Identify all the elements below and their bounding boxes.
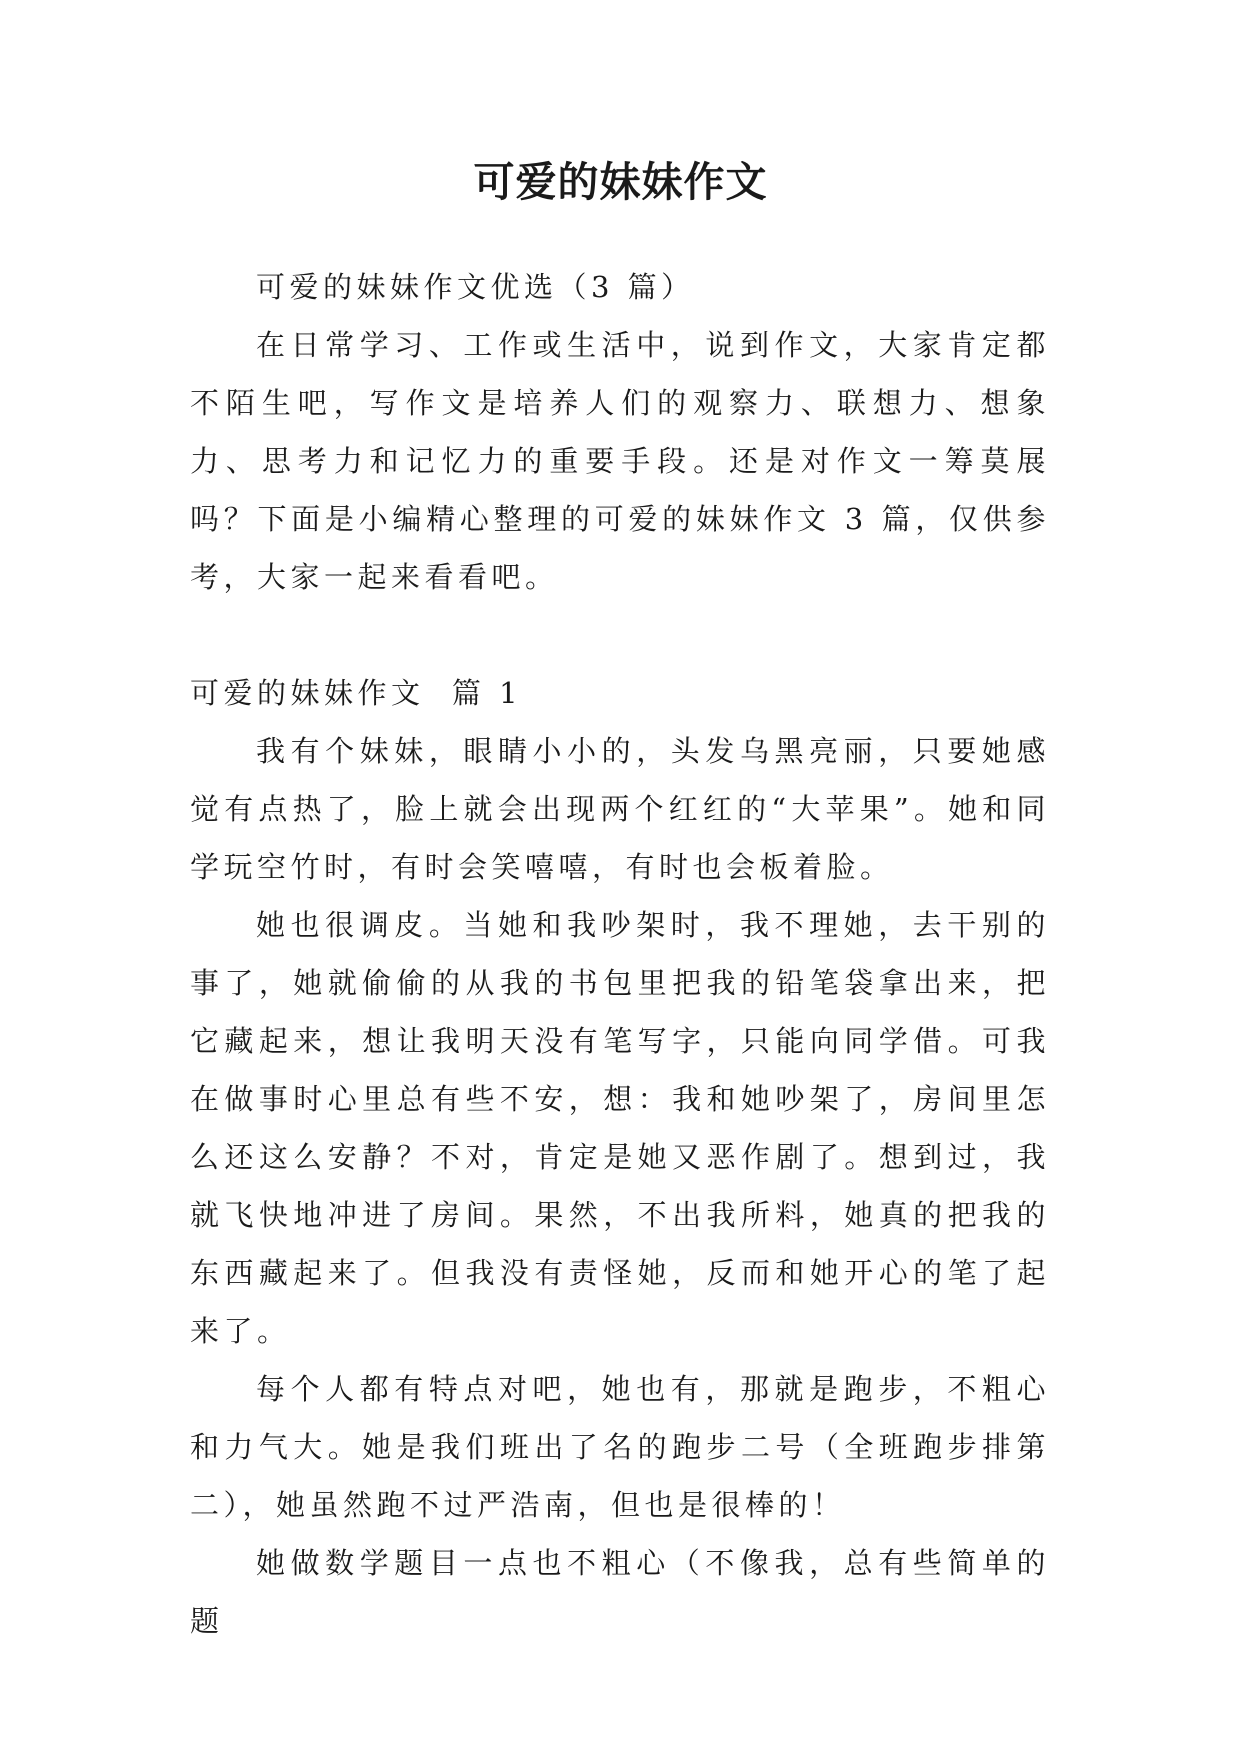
document-subtitle: 可爱的妹妹作文优选（3 篇） <box>256 270 695 304</box>
body-paragraph: 她也很调皮。当她和我吵架时，我不理她，去干别的事了，她就偷偷的从我的书包里把我的铅笔袋拿出来，把它藏起来，想让我明天没有笔写字，只能向同学借。可我在做事时心里总有些不安，想：我和她吵架了，房间里怎么还这么安静？不对，肯定是她又恶作剧了。想到过，我就飞快地冲进了房间。果然，不出我所料，她真的把我的东西藏起来了。但我没有责怪她，反而和她开心的笔了起来了。 <box>190 908 1050 1348</box>
body-paragraph: 每个人都有特点对吧，她也有，那就是跑步，不粗心和力气大。她是我们班出了名的跑步二号（全班跑步排第二），她虽然跑不过严浩南，但也是很棒的！ <box>190 1372 1050 1522</box>
document-body <box>190 258 1050 1650</box>
body-paragraph: 她做数学题目一点也不粗心（不像我，总有些简单的题 <box>190 1546 1050 1638</box>
section-heading: 可爱的妹妹作文 篇 1 <box>190 676 523 710</box>
document-title: 可爱的妹妹作文 <box>473 158 768 206</box>
body-paragraph: 我有个妹妹，眼睛小小的，头发乌黑亮丽，只要她感觉有点热了，脸上就会出现两个红红的“大苹果”。她和同学玩空竹时，有时会笑嘻嘻，有时也会板着脸。 <box>190 734 1050 884</box>
intro-paragraph: 在日常学习、工作或生活中，说到作文，大家肯定都不陌生吧，写作文是培养人们的观察力、联想力、想象力、思考力和记忆力的重要手段。还是对作文一筹莫展吗？下面是小编精心整理的可爱的妹妹作文 3 篇，仅供参考，大家一起来看看吧。 <box>190 328 1050 594</box>
section-spacer <box>190 606 1050 664</box>
